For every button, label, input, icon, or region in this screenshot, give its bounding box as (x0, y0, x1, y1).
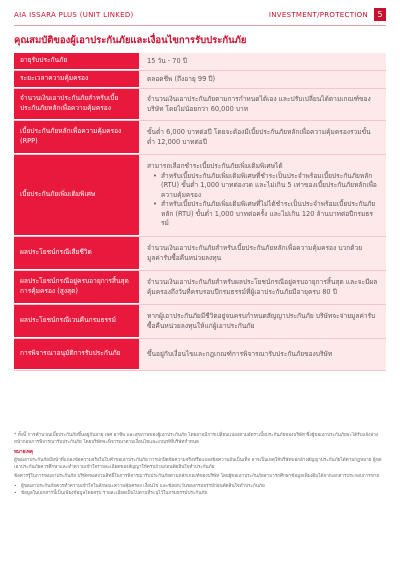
remark-title: หมายเหตุ (14, 449, 33, 455)
row-label: เบี้ยประกันภัยเพิ่มเติมพิเศษ (14, 155, 139, 236)
row-value-text: จำนวนเงินเอาประกันภัยสำหรับเบี้ยประกันภัยหลักเพื่อความคุ้มครอง บวกด้วยมูลค่ารับซื้อคืนหน่วยลงทุน (147, 243, 363, 262)
row-value-text: สามารถเลือกชำระเบี้ยประกันภัยเพิ่มเติมพิเศษได้ (147, 162, 283, 171)
page-title: คุณสมบัติของผู้เอาประกันภัยและเงื่อนไขการรับประกันภัย (14, 35, 247, 46)
row-label: ผลประโยชน์กรณีเวนคืนกรมธรรม์ (14, 305, 139, 338)
conditions-table (14, 53, 386, 371)
row-value-text: ตลอดชีพ (ถึงอายุ 99 ปี) (147, 74, 216, 83)
row-value-text: ขึ้นอยู่กับเงื่อนไขและกฎเกณฑ์การพิจารณารับประกันภัยของบริษัท (147, 349, 333, 358)
note-bullet: • ข้อมูลในเอกสารนี้เป็นเพียงข้อมูลโดยสรุป รายละเอียดเป็นไปตามที่ระบุไว้ในกรมธรรม์ประกันภัย (14, 491, 208, 497)
row-label: จำนวนเงินเอาประกันภัยสำหรับเบี้ยประกันภัยหลักเพื่อความคุ้มครอง (14, 89, 139, 120)
row-value-text: ขั้นต่ำ 6,000 บาทต่อปี โดยจะต้องมีเบี้ยประกันภัยหลักเพื่อความคุ้มครองรวมขั้นต่ำ 12,000 บาทต่อปี (147, 127, 371, 146)
row-underwriting (14, 339, 386, 371)
note-bullet-text: ผู้ขอเอาประกันภัยควรทำความเข้าใจในลักษณะความคุ้มครอง เงื่อนไข และข้อยกเว้นของกรมธรรม์ก่อนตัดสินใจทำประกันภัย (21, 484, 265, 490)
footnote: * ทั้งนี้ การคำนวณเบี้ยประกันภัยขึ้นอยู่กับอายุ เพศ อาชีพ และสุขภาพของผู้เอาประกันภัย โดยอาจมีการเปลี่ยนแปลงตามอัตราเบี้ยประกันภัยของบริษัท ซึ่งผู้ขอเอาประกันภัยจะได้รับแจ้งล่วงหน้าก่อนการพิจารณารับประกันภัย โดยบริษัทจะพิจารณาตามเงื่อนไขและเกณฑ์ที่บริษัทกำหนด (14, 433, 379, 445)
note-bullet: • ผู้ขอเอาประกันภัยควรทำความเข้าใจในลักษณะความคุ้มครอง เงื่อนไข และข้อยกเว้นของกรมธรรม์ก่อนตัดสินใจทำประกันภัย (14, 484, 265, 490)
row-death-benefit (14, 237, 386, 271)
row-value (139, 271, 386, 304)
row-value (139, 339, 386, 370)
note-paragraph: ข้อควรรู้ในการขอเอาประกันภัย บริษัทขอสงวนสิทธิ์ในการพิจารณารับประกันภัยตามหลักเกณฑ์ของบริษัท โดยผู้ขอเอาประกันภัยสามารถศึกษาข้อมูลเพิ่มเติมได้จากเอกสารประกอบการขาย (14, 474, 380, 480)
row-value-text: หากผู้เอาประกันภัยมีชีวิตอยู่จนครบกำหนดสัญญาประกันภัย บริษัทจะจ่ายมูลค่ารับซื้อคืนหน่วยลงทุนให้แก่ผู้เอาประกันภัย (147, 311, 376, 330)
page-number: 5 (374, 8, 386, 21)
row-label: อายุรับประกันภัย (14, 53, 139, 70)
bullet-item: • สำหรับเบี้ยประกันภัยเพิ่มเติมพิเศษที่ไม่ได้ชำระเป็นประจำพร้อมเบี้ยประกันภัยหลัก (RTU) ขั้นต่ำ 1,000 บาทต่อครั้ง และไม่เกิน 120 ล้านบาทต่อปีกรมธรรม์ (147, 200, 378, 229)
row-coverage-period (14, 71, 386, 89)
row-value-text: จำนวนเงินเอาประกันภัยสำหรับผลประโยชน์กรณีอยู่ครบอายุการสิ้นสุด และจะมีผลคุ้มครองถึงวันที่ครบรอบปีกรมธรรม์ที่ผู้เอาประกันภัยมีอายุครบ 80 ปี (147, 277, 378, 296)
row-sum-assured (14, 89, 386, 121)
brand-name: AIA ISSARA PLUS (UNIT LINKED) (14, 11, 134, 19)
row-rpp (14, 121, 386, 155)
bullet-text: สำหรับเบี้ยประกันภัยเพิ่มเติมพิเศษที่ชำระเป็นประจำพร้อมเบี้ยประกันภัยหลัก (RTU) ขั้นต่ำ 1,000 บาทต่องวด และไม่เกิน 5 เท่าของเบี้ยประกันภัยหลักเพื่อความคุ้มครอง (161, 171, 377, 199)
row-top-up (14, 155, 386, 237)
section-name: INVESTMENT/PROTECTION (268, 11, 368, 19)
remark-text: ผู้ขอเอาประกันภัยมีหน้าที่แถลงข้อความจริงในใบคำขอเอาประกันภัย การปกปิดข้อความจริงหรือแถลงข้อความอันเป็นเท็จ อาจเป็นเหตุให้บริษัทบอกล้างสัญญาประกันภัยได้ตามกฎหมาย ผู้ขอเอาประกันภัยควรศึกษาและทำความเข้าใจรายละเอียดของสัญญาให้ครบถ้วนก่อนตัดสินใจทำประกันภัย (14, 457, 382, 470)
row-maturity-benefit (14, 271, 386, 305)
page-header (0, 0, 400, 28)
row-value (139, 305, 386, 338)
row-label: ระยะเวลาความคุ้มครอง (14, 71, 139, 88)
row-value-text: 15 วัน - 70 ปี (147, 56, 187, 65)
row-label: ผลประโยชน์กรณีอยู่ครบอายุการสิ้นสุดการคุ้มครอง (สูงสุด) (14, 271, 139, 304)
row-label: การพิจารณาอนุมัติการรับประกันภัย (14, 339, 139, 370)
row-value-text: จำนวนเงินเอาประกันภัยตามการกำหนดได้เอง และปรับเปลี่ยนได้ตามเกณฑ์ของบริษัท โดยไม่น้อยกว่า 60,000 บาท (147, 94, 371, 113)
bullet-text: สำหรับเบี้ยประกันภัยเพิ่มเติมพิเศษที่ไม่ได้ชำระเป็นประจำพร้อมเบี้ยประกันภัยหลัก (RTU) ขั้นต่ำ 1,000 บาทต่อครั้ง และไม่เกิน 120 ล้านบาทต่อปีกรมธรรม์ (161, 200, 376, 228)
row-value (139, 71, 386, 88)
row-label: ผลประโยชน์กรณีเสียชีวิต (14, 237, 139, 270)
row-value (139, 237, 386, 270)
row-value (139, 53, 386, 70)
row-value (139, 121, 386, 154)
row-surrender-benefit (14, 305, 386, 339)
row-age (14, 53, 386, 71)
note-bullet-text: ข้อมูลในเอกสารนี้เป็นเพียงข้อมูลโดยสรุป รายละเอียดเป็นไปตามที่ระบุไว้ในกรมธรรม์ประกันภัย (21, 491, 208, 497)
header-divider (14, 25, 386, 26)
row-value (139, 89, 386, 120)
row-label: เบี้ยประกันภัยหลักเพื่อความคุ้มครอง (RPP) (14, 121, 139, 154)
footnotes (14, 433, 386, 498)
bullet-item: • สำหรับเบี้ยประกันภัยเพิ่มเติมพิเศษที่ชำระเป็นประจำพร้อมเบี้ยประกันภัยหลัก (RTU) ขั้นต่ำ 1,000 บาทต่องวด และไม่เกิน 5 เท่าของเบี้ยประกันภัยหลักเพื่อความคุ้มครอง (153, 171, 377, 199)
row-value (139, 155, 386, 236)
